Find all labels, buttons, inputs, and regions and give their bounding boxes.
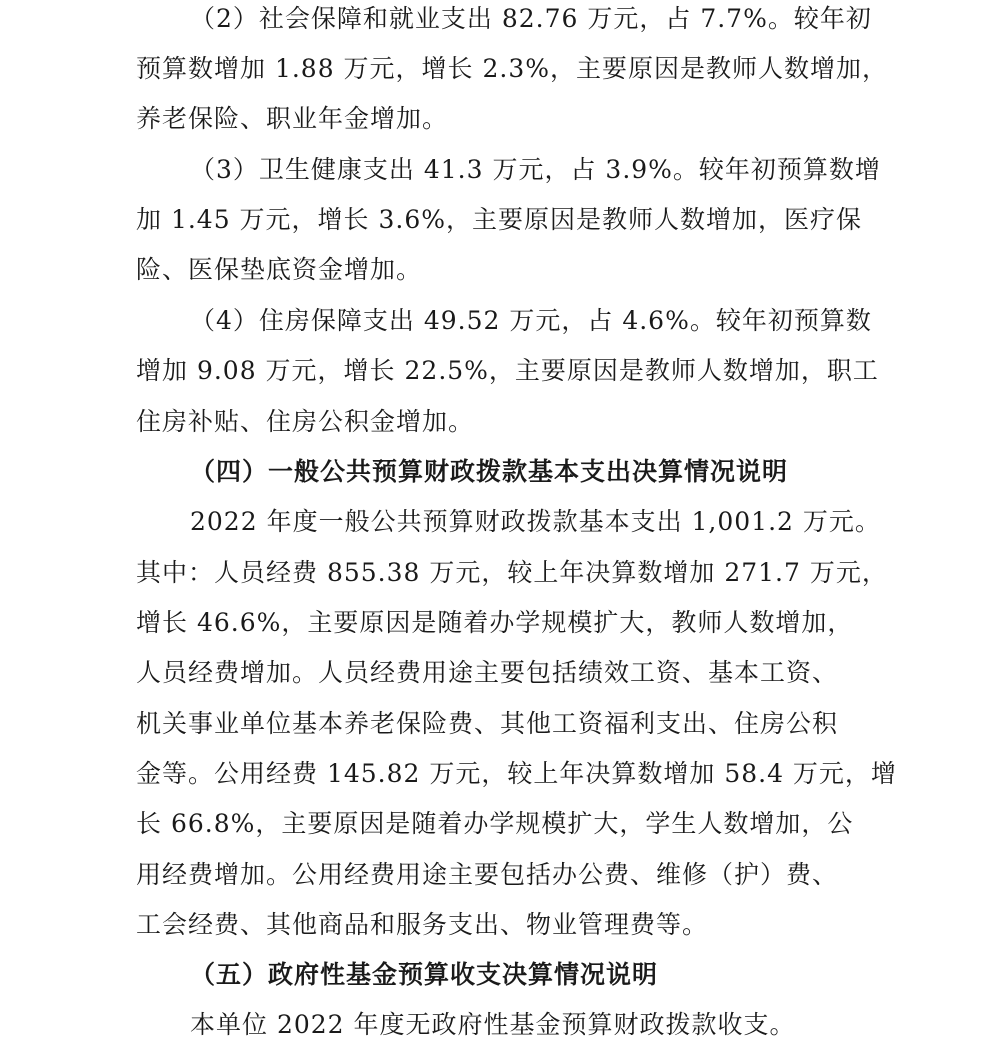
paragraph-line: 养老保险、职业年金增加。 (136, 104, 449, 133)
paragraph-line: （3）卫生健康支出 41.3 万元，占 3.9%。较年初预算数增 (190, 155, 881, 184)
paragraph-line: 增加 9.08 万元，增长 22.5%，主要原因是教师人数增加，职工 (136, 356, 879, 385)
paragraph-line: （2）社会保障和就业支出 82.76 万元，占 7.7%。较年初 (190, 4, 872, 33)
paragraph-line: 加 1.45 万元，增长 3.6%，主要原因是教师人数增加，医疗保 (136, 205, 863, 234)
section-heading: （四）一般公共预算财政拨款基本支出决算情况说明 (190, 457, 789, 486)
paragraph-line: 住房补贴、住房公积金增加。 (136, 407, 475, 436)
section-heading: （五）政府性基金预算收支决算情况说明 (190, 960, 659, 989)
paragraph-line: 工会经费、其他商品和服务支出、物业管理费等。 (136, 910, 709, 939)
paragraph-line: 2022 年度一般公共预算财政拨款基本支出 1,001.2 万元。 (190, 507, 881, 536)
paragraph-line: 险、医保垫底资金增加。 (136, 255, 423, 284)
paragraph-line: 本单位 2022 年度无政府性基金预算财政拨款收支。 (190, 1010, 796, 1039)
paragraph-line: 增长 46.6%，主要原因是随着办学规模扩大，教师人数增加， (136, 608, 854, 637)
paragraph-line: 机关事业单位基本养老保险费、其他工资福利支出、住房公积 (136, 709, 839, 738)
paragraph-line: 预算数增加 1.88 万元，增长 2.3%，主要原因是教师人数增加， (136, 54, 889, 83)
paragraph-line: 用经费增加。公用经费用途主要包括办公费、维修（护）费、 (136, 860, 839, 889)
paragraph-line: （4）住房保障支出 49.52 万元，占 4.6%。较年初预算数 (190, 306, 872, 335)
paragraph-line: 其中：人员经费 855.38 万元，较上年决算数增加 271.7 万元， (136, 558, 888, 587)
paragraph-line: 长 66.8%，主要原因是随着办学规模扩大，学生人数增加，公 (136, 809, 854, 838)
paragraph-line: 人员经费增加。人员经费用途主要包括绩效工资、基本工资、 (136, 658, 839, 687)
paragraph-line: 金等。公用经费 145.82 万元，较上年决算数增加 58.4 万元，增 (136, 759, 897, 788)
